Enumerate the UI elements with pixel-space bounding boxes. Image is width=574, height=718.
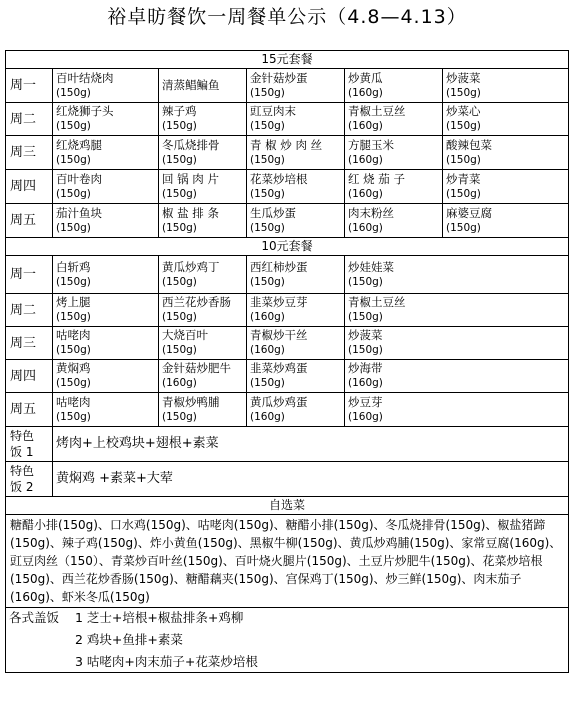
dish-weight: (160g) — [348, 410, 383, 423]
set15-dish-cell — [345, 69, 443, 103]
day-label: 周三 — [6, 136, 53, 170]
special-row — [6, 427, 569, 462]
set10-day-row — [6, 360, 569, 393]
set15-dish-cell — [53, 69, 159, 103]
dish-name: 肉末粉丝 — [348, 205, 394, 220]
dish-name: 冬瓜烧排骨 — [162, 137, 220, 152]
dish-name: 回 锅 肉 片 — [162, 171, 219, 186]
page-title: 裕卓昉餐饮一周餐单公示（4.8—4.13） — [107, 6, 467, 28]
set15-dish-cell — [159, 170, 247, 204]
dish-weight: (150g) — [162, 410, 197, 423]
dish-weight: (150g) — [446, 86, 481, 99]
rice-sets-spacer — [9, 631, 75, 649]
set15-dish-cell — [443, 136, 569, 170]
dish-name: 炒菜心 — [446, 104, 481, 118]
set15-header-row — [6, 51, 569, 69]
dish-weight: (160g) — [348, 86, 383, 99]
set10-header-row — [6, 238, 569, 256]
set10-dish-cell — [345, 256, 569, 294]
optional-list: 糖醋小排(150g)、口水鸡(150g)、咕咾肉(150g)、糖醋小排(150g)、冬瓜烧排骨(150g)、椒盐猪蹄(150g)、辣子鸡(150g)、炸小黄鱼(150g)、黑椒牛柳(150g)、黄瓜炒鸡脯(150g)、家常豆腐(160g)、豇豆肉丝（150）、青菜炒百叶丝(150g)、百叶烧火腿片(150g)、土豆片炒肥牛(150g)、花菜炒培根(150g)、西兰花炒香肠(150g)、糖醋藕夹(150g)、宫保鸡丁(150g)、炒三鲜(150g)、肉末茄子(160g)、虾米冬瓜(150g) — [6, 515, 569, 608]
special-label-line1: 特色 — [10, 429, 35, 443]
dish-name: 黄瓜炒鸡蛋 — [250, 394, 308, 409]
special-row — [6, 462, 569, 497]
dish-name: 炒黄瓜 — [348, 70, 383, 85]
set15-dish-cell — [345, 136, 443, 170]
dish-name: 椒 盐 排 条 — [162, 205, 219, 220]
set10-dish-cell — [247, 294, 345, 327]
dish-name: 烤上腿 — [56, 295, 91, 309]
dish-weight: (150g) — [56, 153, 91, 166]
set10-dish-cell — [53, 294, 159, 327]
set10-dish-cell — [247, 360, 345, 393]
day-label: 周四 — [6, 360, 53, 393]
dish-name: 金针菇炒蛋 — [250, 70, 308, 85]
day-label: 周二 — [6, 294, 53, 327]
set15-dish-cell — [53, 136, 159, 170]
dish-name: 百叶卷肉 — [56, 171, 102, 186]
dish-weight: (150g) — [56, 377, 91, 389]
dish-weight: (150g) — [348, 344, 383, 356]
set15-day-row — [6, 69, 569, 103]
dish-name: 大烧百叶 — [162, 328, 208, 342]
dish-weight: (150g) — [162, 153, 197, 166]
set15-day-row — [6, 170, 569, 204]
special-content: 黄焖鸡 +素菜+大荤 — [53, 462, 569, 497]
rice-sets-spacer — [9, 653, 75, 671]
dish-name: 白斩鸡 — [56, 259, 91, 274]
dish-name: 西红柿炒蛋 — [250, 259, 308, 274]
set15-dish-cell — [443, 103, 569, 136]
dish-weight: (150g) — [250, 275, 285, 288]
dish-weight: (160g) — [348, 187, 383, 200]
set15-dish-cell — [247, 170, 345, 204]
set15-dish-cell — [247, 103, 345, 136]
dish-weight: (150g) — [446, 187, 481, 200]
set15-dish-cell — [53, 103, 159, 136]
dish-name: 麻婆豆腐 — [446, 205, 492, 220]
dish-name: 黄焖鸡 — [56, 361, 91, 375]
set15-dish-cell — [345, 204, 443, 238]
set15-day-row — [6, 136, 569, 170]
dish-weight: (150g) — [348, 275, 383, 288]
dish-weight: (150g) — [162, 120, 197, 132]
day-label: 周二 — [6, 103, 53, 136]
dish-weight: (150g) — [56, 86, 91, 99]
rice-set-item: 1 芝士+培根+椒盐排条+鸡柳 — [75, 610, 244, 625]
set15-dish-cell — [247, 69, 345, 103]
dish-name: 青椒炒干丝 — [250, 328, 308, 342]
dish-weight: (150g) — [56, 221, 91, 234]
dish-weight: (160g) — [348, 153, 383, 166]
dish-name: 青 椒 炒 肉 丝 — [250, 137, 323, 152]
dish-name: 花菜炒培根 — [250, 171, 308, 186]
dish-name: 韭菜炒豆芽 — [250, 295, 308, 309]
day-label: 周一 — [6, 69, 53, 103]
dish-name: 韭菜炒鸡蛋 — [250, 361, 308, 375]
dish-name: 金针菇炒肥牛 — [162, 361, 231, 375]
dish-name: 清蒸鲳鳊鱼 — [162, 78, 220, 92]
dish-weight: (160g) — [348, 221, 383, 234]
rice-set-item: 3 咕咾肉+肉末茄子+花菜炒培根 — [75, 654, 258, 669]
set15-dish-cell — [53, 170, 159, 204]
set10-dish-cell — [53, 327, 159, 360]
dish-weight: (160g) — [162, 377, 197, 389]
dish-weight: (150g) — [162, 221, 197, 234]
set10-header: 10元套餐 — [6, 238, 569, 256]
menu-table — [5, 50, 569, 673]
dish-weight: (150g) — [162, 344, 197, 356]
set10-day-row — [6, 327, 569, 360]
set15-dish-cell — [345, 170, 443, 204]
set10-dish-cell — [345, 393, 569, 427]
dish-weight: (150g) — [250, 187, 285, 200]
set15-dish-cell — [443, 204, 569, 238]
day-label: 周五 — [6, 393, 53, 427]
dish-name: 咕咾肉 — [56, 328, 91, 342]
dish-name: 炒青菜 — [446, 171, 481, 186]
set15-dish-cell — [53, 204, 159, 238]
dish-weight: (150g) — [56, 275, 91, 288]
dish-weight: (150g) — [250, 377, 285, 389]
dish-weight: (150g) — [56, 120, 91, 132]
set15-day-row — [6, 204, 569, 238]
dish-name: 生瓜炒蛋 — [250, 205, 296, 220]
set10-dish-cell — [345, 360, 569, 393]
set15-dish-cell — [247, 136, 345, 170]
dish-name: 青椒土豆丝 — [348, 104, 406, 118]
dish-weight: (150g) — [250, 153, 285, 166]
dish-name: 辣子鸡 — [162, 104, 197, 118]
dish-weight: (150g) — [446, 221, 481, 234]
dish-weight: (150g) — [162, 311, 197, 323]
set15-dish-cell — [159, 136, 247, 170]
dish-name: 西兰花炒香肠 — [162, 295, 231, 309]
rice-sets — [9, 609, 565, 671]
optional-list-row — [6, 515, 569, 608]
dish-name: 红烧狮子头 — [56, 104, 114, 118]
dish-weight: (160g) — [250, 344, 285, 356]
dish-weight: (150g) — [162, 275, 197, 288]
dish-name: 方腿玉米 — [348, 137, 394, 152]
set10-day-row — [6, 294, 569, 327]
set15-header: 15元套餐 — [6, 51, 569, 69]
set10-dish-cell — [345, 327, 569, 360]
special-content: 烤肉+上校鸡块+翅根+素菜 — [53, 427, 569, 462]
dish-weight: (150g) — [250, 120, 285, 132]
dish-weight: (150g) — [56, 311, 91, 323]
special-label — [6, 462, 53, 497]
set10-dish-cell — [53, 393, 159, 427]
dish-weight: (150g) — [56, 187, 91, 200]
dish-name: 炒菠菜 — [348, 328, 383, 342]
dish-name: 炒菠菜 — [446, 70, 481, 85]
set15-dish-cell — [159, 204, 247, 238]
set15-dish-cell — [443, 69, 569, 103]
set10-dish-cell — [159, 327, 247, 360]
set10-dish-cell — [345, 294, 569, 327]
set10-dish-cell — [247, 256, 345, 294]
dish-weight: (160g) — [348, 120, 383, 132]
rice-sets-label: 各式盖饭 — [9, 610, 60, 625]
dish-name: 炒豆芽 — [348, 394, 383, 409]
dish-weight: (150g) — [250, 86, 285, 99]
set10-dish-cell — [159, 256, 247, 294]
optional-header: 自选菜 — [6, 497, 569, 515]
set15-dish-cell — [345, 103, 443, 136]
day-label: 周四 — [6, 170, 53, 204]
dish-weight: (150g) — [446, 153, 481, 166]
dish-weight: (150g) — [348, 311, 383, 323]
dish-weight: (160g) — [250, 410, 285, 423]
dish-name: 百叶结烧肉 — [56, 70, 114, 85]
special-label-line1: 特色 — [10, 464, 35, 478]
set10-dish-cell — [53, 360, 159, 393]
set15-day-row — [6, 103, 569, 136]
set15-dish-cell — [443, 170, 569, 204]
dish-weight: (150g) — [446, 120, 481, 132]
dish-name: 酸辣包菜 — [446, 137, 492, 152]
dish-weight: (160g) — [348, 377, 383, 389]
rice-set-item: 2 鸡块+鱼排+素菜 — [75, 632, 183, 647]
rice-sets-row — [6, 608, 569, 673]
rice-sets-cell — [6, 608, 569, 673]
dish-name: 红 烧 茄 子 — [348, 171, 405, 186]
dish-weight: (150g) — [56, 344, 91, 356]
dish-name: 茄汁鱼块 — [56, 205, 102, 220]
dish-name: 黄瓜炒鸡丁 — [162, 259, 220, 274]
dish-name: 红烧鸡腿 — [56, 137, 102, 152]
dish-name: 青椒土豆丝 — [348, 295, 406, 309]
set10-day-row — [6, 393, 569, 427]
optional-header-row — [6, 497, 569, 515]
set10-dish-cell — [159, 294, 247, 327]
set10-dish-cell — [159, 360, 247, 393]
set15-dish-cell — [159, 103, 247, 136]
day-label: 周三 — [6, 327, 53, 360]
set10-dish-cell — [247, 327, 345, 360]
special-label-line2: 饭 2 — [10, 480, 34, 494]
set15-dish-cell — [247, 204, 345, 238]
set10-dish-cell — [247, 393, 345, 427]
dish-name: 炒海带 — [348, 361, 383, 375]
dish-weight: (150g) — [162, 187, 197, 200]
dish-name: 炒娃娃菜 — [348, 259, 394, 274]
day-label: 周五 — [6, 204, 53, 238]
dish-name: 咕咾肉 — [56, 394, 91, 409]
set10-dish-cell — [159, 393, 247, 427]
dish-name: 豇豆肉末 — [250, 104, 296, 118]
set10-dish-cell — [53, 256, 159, 294]
special-label — [6, 427, 53, 462]
dish-weight: (160g) — [250, 311, 285, 323]
special-label-line2: 饭 1 — [10, 445, 34, 459]
set10-day-row — [6, 256, 569, 294]
dish-name: 青椒炒鸭脯 — [162, 394, 220, 409]
set15-dish-cell — [159, 69, 247, 103]
day-label: 周一 — [6, 256, 53, 294]
dish-weight: (150g) — [56, 410, 91, 423]
dish-weight: (150g) — [250, 221, 285, 234]
